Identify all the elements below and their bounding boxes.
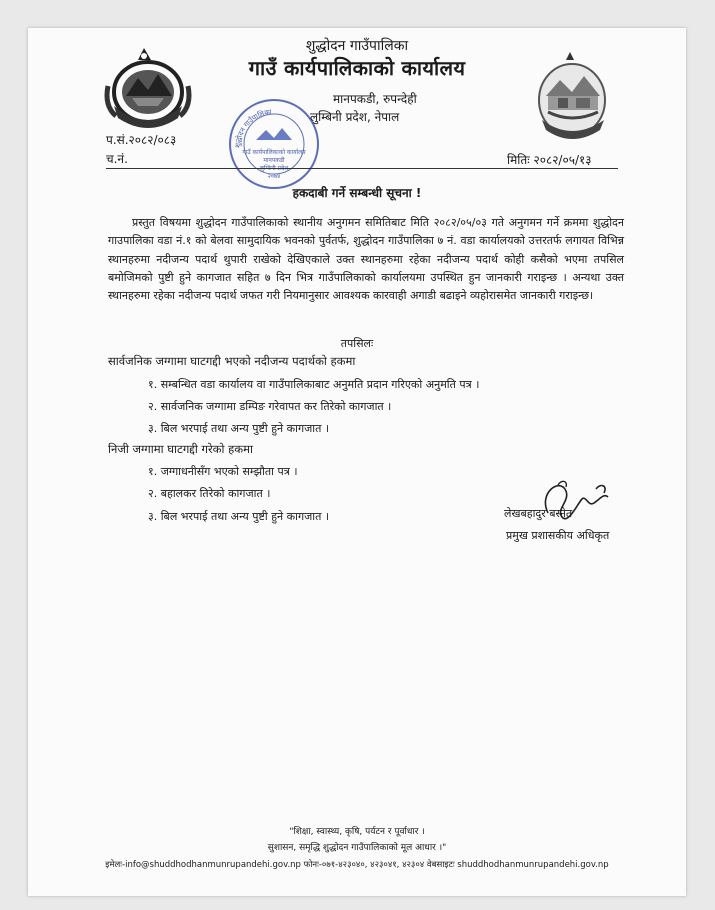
notice-body: प्रस्तुत विषयमा शुद्धोदन गाउँपालिकाको स्थानीय अनुगमन समितिबाट मिति २०८२/०५/०३ गते अनुगमन गर्ने क्रममा शुद्धोदन गाउपालिका वडा नं.१ को बेलवा सामुदायिक भवनको पुर्वतर्फ, शुद्धोदन गाउँपालिका ७ नं. वडा कार्यालयको उत्तरतर्फ लगायत विभिन्न स्थानहरुमा नदीजन्य पदार्थ थुपारी राखेको देखिएकाले उक्त स्थानहरुमा रहेका नदीजन्य पदार्थ कोही कसैको भएमा तपसिल बमोजिमको पुष्टी हुने कागजात सहित ७ दिन भित्र गाउँपालिकाको कार्यालयमा उपस्थित हुन जानकारी गराइन्छ । अन्यथा उक्त स्थानहरुमा रहेका नदीजन्य पदार्थ जफत गरी नियमानुसार आवश्यक कारवाही अगाडी बढाइने व्यहोरासमेत जानकारी गराइन्छ। <box>108 216 624 303</box>
notice-document <box>28 28 686 896</box>
stamp-text-municipality: शुद्धोदन गाउँपालिका <box>233 107 273 149</box>
stamp-text-place: मानपकडी <box>263 157 285 164</box>
section-public-land-title: सार्वजनिक जग्गामा घाटगद्दी भएको नदीजन्य पदार्थको हकमा <box>108 354 356 368</box>
schedule-heading: तपसिलः <box>340 337 374 350</box>
list-item: १. जग्गाधनीसँग भएको सम्झौता पत्र । <box>148 465 298 478</box>
footer-contact: इमेलः-info@shuddhodhanmunrupandehi.gov.np फोनः-०७१-४२३०४०, ४२३०४१, ४२३०४ वेबसाइटः shuddhodhanmunrupandehi.gov.np <box>105 860 609 870</box>
reference-number: प.सं.२०८२/०८३ <box>106 133 177 147</box>
list-item: ३. बिल भरपाई तथा अन्य पुष्टी हुने कागजात । <box>148 510 330 523</box>
notice-subject: हकदाबी गर्ने सम्बन्धी सूचना ! <box>292 186 422 200</box>
address-line-2: लुम्बिनी प्रदेश, नेपाल <box>310 110 400 124</box>
address-line-1: मानपकडी, रुपन्देही <box>333 92 417 106</box>
list-item: १. सम्बन्धित वडा कार्यालय वा गाउँपालिकाबाट अनुमति प्रदान गरिएको अनुमति पत्र । <box>148 378 480 391</box>
list-item: ३. बिल भरपाई तथा अन्य पुष्टी हुने कागजात । <box>148 422 330 435</box>
dispatch-number: च.नं. <box>106 152 128 166</box>
stamp-text-province: लुम्बिनी प्रदेश <box>259 165 289 172</box>
list-item: २. बहालकर तिरेको कागजात । <box>148 487 271 500</box>
stamp-text-office: गाउँ कार्यपालिकाको कार्यालय <box>242 149 306 156</box>
stamp-text-year: २०७४ <box>267 173 281 180</box>
footer-slogan-1: "शिक्षा, स्वास्थ्य, कृषि, पर्यटन र पूर्वाधार । <box>289 827 425 837</box>
header-divider <box>106 168 618 169</box>
section-private-land-title: निजी जग्गामा घाटगद्दी गरेको हकमा <box>108 442 253 456</box>
signatory-name: लेखबहादुर बस्नेत <box>504 507 573 520</box>
signatory-title: प्रमुख प्रशासकीय अधिकृत <box>506 529 610 542</box>
list-item: २. सार्वजनिक जग्गामा डम्पिङ गरेवापत कर तिरेको कागजात । <box>148 400 392 413</box>
notice-date: मितिः २०८२/०५/१३ <box>507 153 592 167</box>
svg-text:शुद्धोदन गाउँपालिका <box>233 108 272 148</box>
municipality-name: शुद्धोदन गाउँपालिका <box>305 38 409 54</box>
office-stamp <box>226 96 321 191</box>
office-title: गाउँ कार्यपालिकाको कार्यालय <box>248 56 466 80</box>
footer-slogan-2: सुशासन, समृद्धि शुद्धोदन गाउँपालिकाको मूल आधार ।" <box>267 843 447 853</box>
